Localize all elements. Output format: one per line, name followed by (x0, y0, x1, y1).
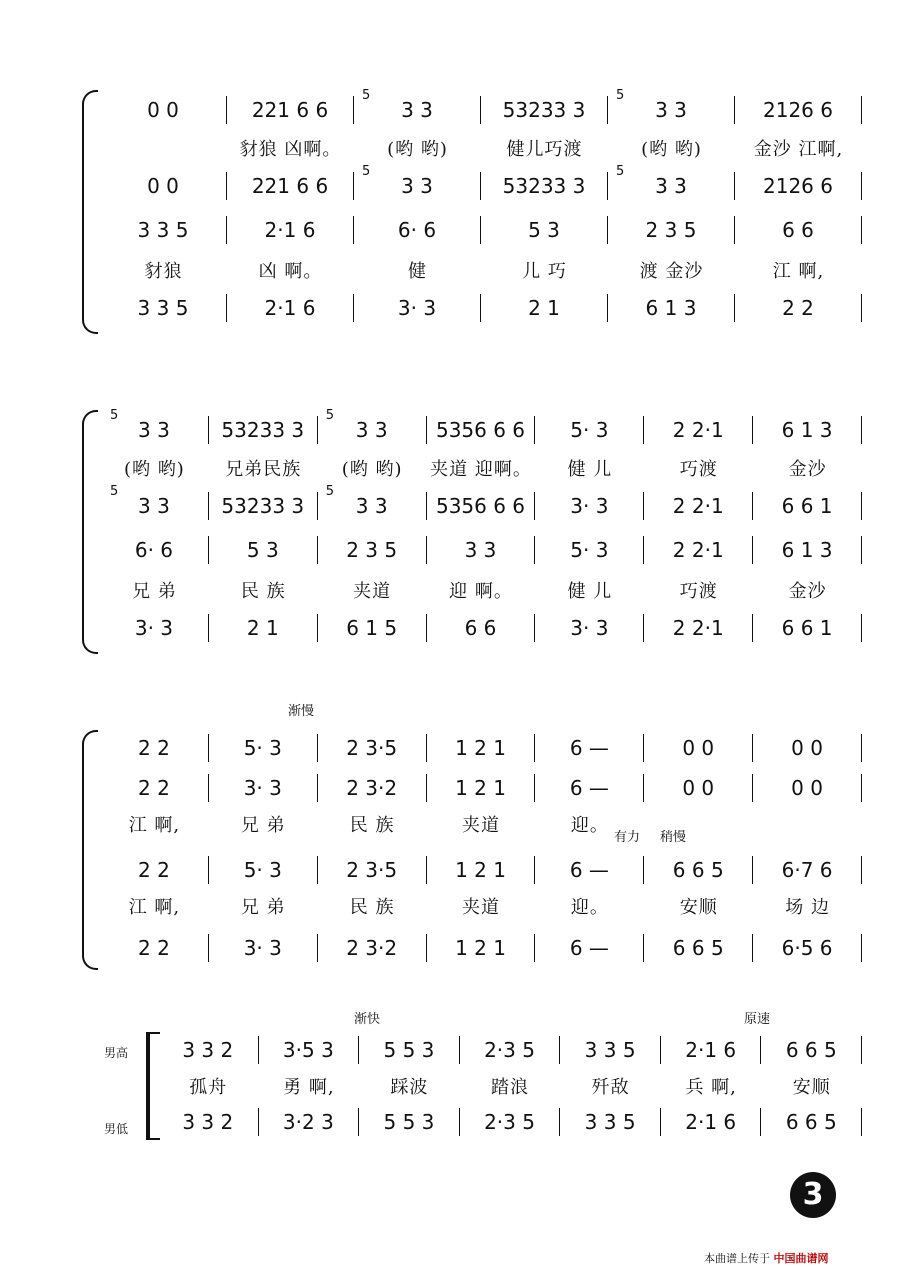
measure: 6 6 (782, 218, 814, 242)
measure: 6 6 1 (781, 494, 833, 518)
measure: 0 0 (791, 736, 823, 760)
measure: 1 2 1 (455, 858, 506, 882)
measure: 6 6 5 (785, 1110, 837, 1134)
lyric: 兄 弟 (240, 815, 286, 836)
lyric: 踏浪 (491, 1077, 530, 1098)
measure: 2 2 (138, 776, 170, 800)
lyric: 迎 啊。 (449, 581, 513, 602)
measure: 6 6 5 (672, 936, 724, 960)
measure: 3 3 5 (137, 218, 189, 242)
measure: 3 3 (464, 538, 497, 562)
lyric: 安顺 (679, 897, 718, 918)
measure: 6 — (569, 936, 609, 960)
measure: 6 1 3 (781, 538, 833, 562)
measure: 2 2 (138, 858, 170, 882)
grace-note: 5 (110, 408, 119, 423)
measure: 5 5 3 (383, 1038, 435, 1062)
lyric: 兄 弟 (132, 581, 177, 602)
measure: 6 6 (464, 616, 497, 640)
measure: 5356 6 6 (435, 494, 526, 518)
measure: 3 3 (138, 418, 170, 442)
measure: 3· 3 (243, 776, 282, 800)
measure: 221 6 6 (251, 98, 329, 122)
measure: 2 3 5 (645, 218, 697, 242)
measure: 6 6 5 (785, 1038, 837, 1062)
lyric: (哟 哟) (124, 459, 185, 480)
staff-row (100, 928, 862, 968)
measure: 6 — (569, 776, 609, 800)
staff-row (100, 90, 862, 130)
measure: 5· 3 (243, 736, 282, 760)
measure: 2 1 (246, 616, 279, 640)
lyric-row (100, 128, 862, 168)
staff-row (100, 608, 862, 648)
measure: 0 0 (147, 98, 179, 122)
staff-row (158, 1102, 862, 1142)
measure: 5 3 (246, 538, 279, 562)
staff-row (100, 850, 862, 890)
measure: 2 2·1 (672, 616, 724, 640)
measure: 6 — (569, 858, 609, 882)
lyric: 金沙 (788, 459, 827, 480)
measure: 2 3·2 (346, 776, 398, 800)
measure: 3 3 5 (137, 296, 189, 320)
measure: 3 3 (655, 174, 687, 198)
measure: 6 6 1 (781, 616, 833, 640)
lyric-row (158, 1066, 862, 1106)
measure: 3 3 (401, 174, 433, 198)
measure: 3· 3 (243, 936, 282, 960)
measure: 2·1 6 (264, 218, 316, 242)
staff-row (100, 530, 862, 570)
part-label-male-low: 男低 (104, 1122, 129, 1136)
lyric: 兄弟民族 (225, 459, 302, 480)
lyric: 民 族 (349, 815, 395, 836)
measure: 2 2 (138, 936, 170, 960)
lyric: 夹道 (462, 815, 500, 836)
measure: 3· 3 (134, 616, 174, 640)
lyric: 歼敌 (591, 1077, 630, 1098)
staff-row (100, 486, 862, 526)
footer-text: 本曲谱上传于 (704, 1252, 770, 1265)
measure: 6·5 6 (781, 936, 833, 960)
measure: 1 2 1 (455, 776, 506, 800)
grace-note: 5 (362, 88, 371, 103)
lyric: 巧渡 (679, 581, 718, 602)
measure: 2 2·1 (672, 494, 724, 518)
lyric: 踩波 (390, 1077, 429, 1098)
measure: 3· 3 (397, 296, 437, 320)
lyric: 金沙 (788, 581, 827, 602)
lyric: (哟 哟) (641, 139, 702, 160)
measure: 2·3 5 (484, 1038, 535, 1062)
measure: 5356 6 6 (435, 418, 526, 442)
measure: 3· 3 (570, 616, 609, 640)
grace-note: 5 (616, 88, 625, 103)
measure: 2 2 (138, 736, 170, 760)
measure: 2 3·2 (346, 936, 398, 960)
lyric: 孤舟 (189, 1077, 228, 1098)
staff-row (100, 166, 862, 206)
lyric: 兵 啊, (685, 1077, 737, 1098)
brace (82, 90, 98, 334)
lyric: 凶 啊。 (258, 261, 323, 282)
measure: 2 2·1 (672, 418, 724, 442)
measure: 6·7 6 (781, 858, 833, 882)
lyric: 健 儿 (567, 581, 613, 602)
staff-row (100, 768, 862, 808)
lyric-row (100, 886, 862, 926)
lyric: 江 啊, (128, 815, 181, 836)
measure: 6· 6 (134, 538, 174, 562)
lyric: 儿 巧 (522, 261, 567, 282)
lyric: 健儿巧渡 (506, 139, 583, 160)
measure: 3·2 3 (282, 1110, 334, 1134)
lyric: (哟 哟) (341, 459, 403, 480)
grace-note: 5 (110, 484, 119, 499)
measure: 2 1 (528, 296, 560, 320)
lyric: 健 (408, 261, 427, 282)
tempo-mark-shaoman: 稍慢 (660, 830, 687, 845)
measure: 53233 3 (502, 174, 586, 198)
lyric: 兄 弟 (240, 897, 286, 918)
measure: 6 1 3 (781, 418, 833, 442)
lyric-row (100, 448, 862, 488)
measure: 3 3 (355, 494, 388, 518)
measure: 5· 3 (243, 858, 282, 882)
brace (82, 410, 98, 654)
measure: 1 2 1 (455, 736, 506, 760)
lyric: 豺狼 凶啊。 (239, 139, 342, 160)
tempo-mark-jiankuai: 渐快 (354, 1012, 381, 1027)
measure: 6 6 5 (672, 858, 724, 882)
footer (704, 1250, 829, 1266)
measure: 3 3 2 (182, 1110, 234, 1134)
staff-row (100, 410, 862, 450)
lyric: 金沙 江啊, (753, 139, 844, 160)
brace (82, 730, 98, 970)
measure: 221 6 6 (251, 174, 329, 198)
measure: 2 3·5 (346, 736, 398, 760)
tempo-mark-youli: 有力 (614, 830, 641, 845)
tempo-mark-yuansu: 原速 (744, 1012, 771, 1027)
grace-note: 5 (616, 164, 625, 179)
measure: 2 2·1 (672, 538, 724, 562)
measure: 2 3 5 (346, 538, 398, 562)
lyric-row (100, 804, 862, 844)
footer-brand: 中国曲谱网 (773, 1252, 829, 1265)
lyric: 民 族 (349, 897, 395, 918)
measure: 3 3 (401, 98, 433, 122)
measure: 6· 6 (397, 218, 437, 242)
lyric: 夹道 迎啊。 (430, 459, 532, 480)
measure: 2 2 (782, 296, 814, 320)
staff-row (100, 288, 862, 328)
lyric: 渡 金沙 (639, 261, 704, 282)
measure: 1 2 1 (455, 936, 506, 960)
lyric: 安顺 (792, 1077, 831, 1098)
lyric: 豺狼 (144, 261, 183, 282)
measure: 3 3 (355, 418, 388, 442)
measure: 0 0 (682, 776, 715, 800)
measure: 2126 6 (763, 174, 833, 198)
grace-note: 5 (362, 164, 371, 179)
lyric: 夹道 (462, 897, 500, 918)
grace-note: 5 (325, 408, 334, 423)
measure: 2·1 6 (685, 1110, 737, 1134)
measure: 6 — (569, 736, 609, 760)
staff-row (158, 1030, 862, 1070)
lyric: 民 族 (240, 581, 286, 602)
page-number: 3 (790, 1172, 836, 1218)
measure: 3 3 (655, 98, 687, 122)
grace-note: 5 (325, 484, 334, 499)
measure: 5· 3 (570, 418, 609, 442)
measure: 53233 3 (221, 418, 305, 442)
part-label-male-high: 男高 (104, 1046, 129, 1060)
measure: 3 3 5 (584, 1038, 636, 1062)
lyric-row (100, 570, 862, 610)
measure: 2126 6 (763, 98, 833, 122)
staff-row (100, 728, 862, 768)
measure: 0 0 (682, 736, 715, 760)
tempo-mark-jianman: 渐慢 (288, 704, 315, 719)
lyric-row (100, 250, 862, 290)
measure: 5 3 (528, 218, 560, 242)
measure: 2 3·5 (346, 858, 398, 882)
measure: 5· 3 (570, 538, 609, 562)
measure: 6 1 3 (645, 296, 697, 320)
measure: 53233 3 (502, 98, 586, 122)
lyric: 巧渡 (679, 459, 718, 480)
lyric: 迎。 (570, 897, 609, 918)
lyric: 迎。 (570, 815, 609, 836)
measure: 2·1 6 (264, 296, 316, 320)
lyric: 勇 啊, (283, 1077, 335, 1098)
measure: 3 3 5 (584, 1110, 636, 1134)
lyric: 夹道 (353, 581, 392, 602)
measure: 3 3 2 (182, 1038, 234, 1062)
lyric: 场 边 (785, 897, 830, 918)
measure: 2·3 5 (484, 1110, 535, 1134)
measure: 5 5 3 (383, 1110, 435, 1134)
measure: 6 1 5 (346, 616, 398, 640)
staff-row (100, 210, 862, 250)
lyric: 江 啊, (128, 897, 181, 918)
measure: 0 0 (791, 776, 823, 800)
measure: 2·1 6 (685, 1038, 737, 1062)
lyric: (哟 哟) (387, 139, 448, 160)
measure: 0 0 (147, 174, 179, 198)
measure: 53233 3 (221, 494, 305, 518)
measure: 3·5 3 (282, 1038, 334, 1062)
lyric: 健 儿 (567, 459, 613, 480)
measure: 3 3 (138, 494, 170, 518)
measure: 3· 3 (570, 494, 609, 518)
lyric: 江 啊, (772, 261, 825, 282)
